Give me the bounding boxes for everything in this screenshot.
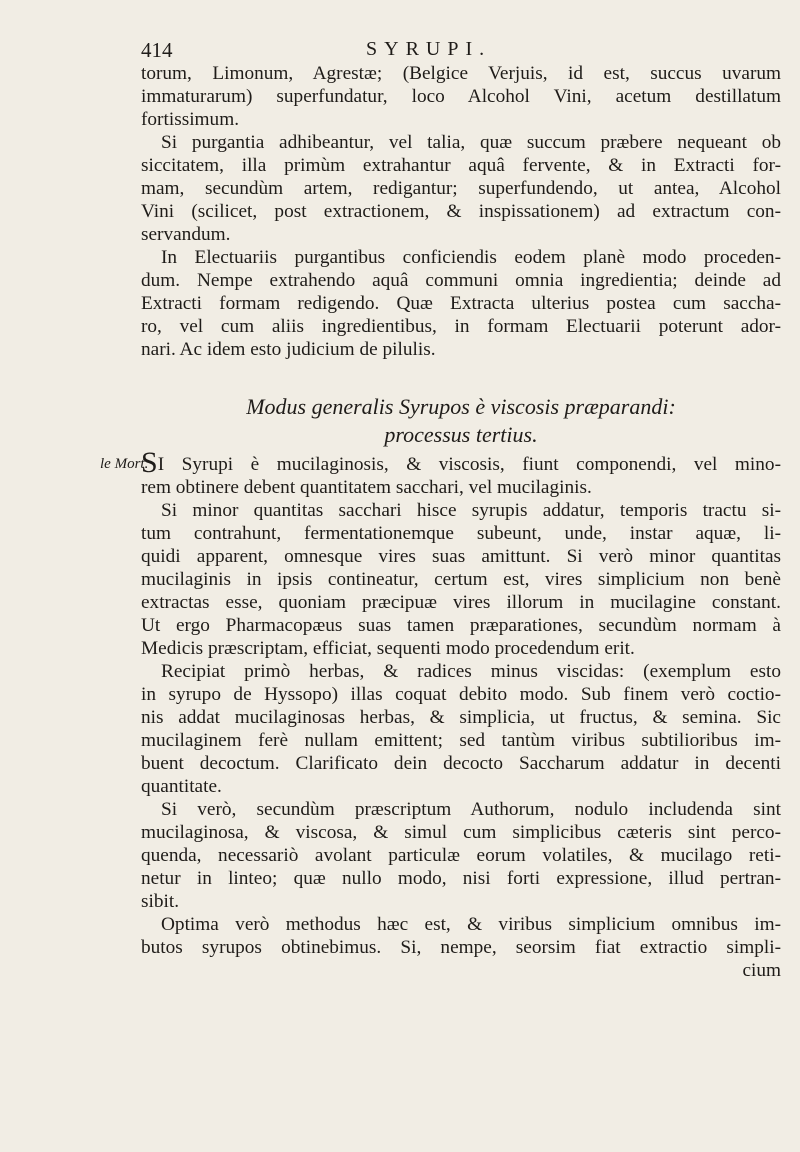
text-line: servandum. [141, 224, 231, 245]
text-line: quidi apparent, omnesque vires suas amittunt. Si verò minor quantitas [141, 546, 781, 567]
text-line: Optima verò methodus hæc est, & viribus simplicium omnibus im- [161, 914, 781, 935]
text-line: buent decoctum. Clarificato dein decocto Saccharum addatur in decenti [141, 753, 781, 774]
catchword: cium [742, 960, 781, 981]
text-line: nari. Ac idem esto judicium de pilulis. [141, 339, 436, 360]
text-line: Si purgantia adhibeantur, vel talia, quæ succum præbere nequeant ob [161, 132, 781, 153]
text-block-syrups [141, 446, 781, 982]
text-line: Si minor quantitas sacchari hisce syrupis addatur, temporis tractu si- [161, 500, 781, 521]
text-line: mucilaginis in ipsis contineatur, certum est, vires simplicium non benè [141, 569, 781, 590]
page-number: 414 [141, 38, 173, 62]
text-line: fortissimum. [141, 109, 240, 130]
text-line: sibit. [141, 891, 180, 912]
text-line: Medicis præscriptam, efficiat, sequenti modo procedendum erit. [141, 638, 635, 659]
text-line: mucilaginem ferè nullam emittent; sed tantùm viribus subtilioribus im- [141, 730, 781, 751]
text-line: mucilaginosa, & viscosa, & simul cum simplicibus cæteris sint perco- [141, 822, 781, 843]
text-line: Recipiat primò herbas, & radices minus viscidas: (exemplum esto [161, 661, 781, 682]
text-line: immaturarum) superfundatur, loco Alcohol Vini, acetum destillatum [141, 86, 781, 107]
text-line: Ut ergo Pharmacopæus suas tamen præparationes, secundùm normam à [141, 615, 781, 636]
text-line: siccitatem, illa primùm extrahantur aquâ fervente, & in Extracti for- [141, 155, 781, 176]
text-line: Extracti formam redigendo. Quæ Extracta ulterius postea cum saccha- [141, 293, 781, 314]
text-line: quantitate. [141, 776, 222, 797]
text-line: rem obtinere debent quantitatem sacchari, vel mucilaginis. [141, 477, 592, 498]
text-line-content: I Syrupi è mucilaginosis, & viscosis, fiunt componendi, vel mino- [157, 454, 781, 475]
text-line: mam, secundùm artem, redigantur; superfundendo, ut antea, Alcohol [141, 178, 781, 199]
running-title: SYRUPI. [366, 38, 492, 60]
text-line: torum, Limonum, Agrestæ; (Belgice Verjuis, id est, succus uvarum [141, 63, 781, 84]
drop-initial: S [141, 446, 158, 479]
text-line: In Electuariis purgantibus conficiendis eodem planè modo proceden- [161, 247, 781, 268]
text-line: quenda, necessariò avolant particulæ eorum volatiles, & mucilago reti- [141, 845, 781, 866]
text-line: ro, vel cum aliis ingredientibus, in formam Electuarii poterunt ador- [141, 316, 781, 337]
text-line: Vini (scilicet, post extractionem, & inspissationem) ad extractum con- [141, 201, 781, 222]
text-line: tum contrahunt, fermentationemque subeunt, unde, instar aquæ, li- [141, 523, 781, 544]
text-line: extractas esse, quoniam præcipuæ vires illorum in mucilagine constant. [141, 592, 781, 613]
section-subheading: processus tertius. [384, 422, 538, 447]
text-line-initial [141, 446, 781, 479]
text-line: netur in linteo; quæ nullo modo, nisi forti expressione, illud pertran- [141, 868, 781, 889]
section-heading: Modus generalis Syrupos è viscosis præparandi: [246, 394, 676, 419]
text-block-extracts [141, 62, 781, 361]
text-line: butos syrupos obtinebimus. Si, nempe, seorsim fiat extractio simpli- [141, 937, 781, 958]
text-line: Si verò, secundùm præscriptum Authorum, nodulo includenda sint [161, 799, 781, 820]
text-line: in syrupo de Hyssopo) illas coquat debito modo. Sub finem verò coctio- [141, 684, 781, 705]
page-header [141, 38, 781, 62]
margin-note: le Mort. [100, 456, 149, 472]
text-line: nis addat mucilaginosas herbas, & simplicia, ut fructus, & semina. Sic [141, 707, 781, 728]
text-line: dum. Nempe extrahendo aquâ communi omnia ingredientia; deinde ad [141, 270, 781, 291]
